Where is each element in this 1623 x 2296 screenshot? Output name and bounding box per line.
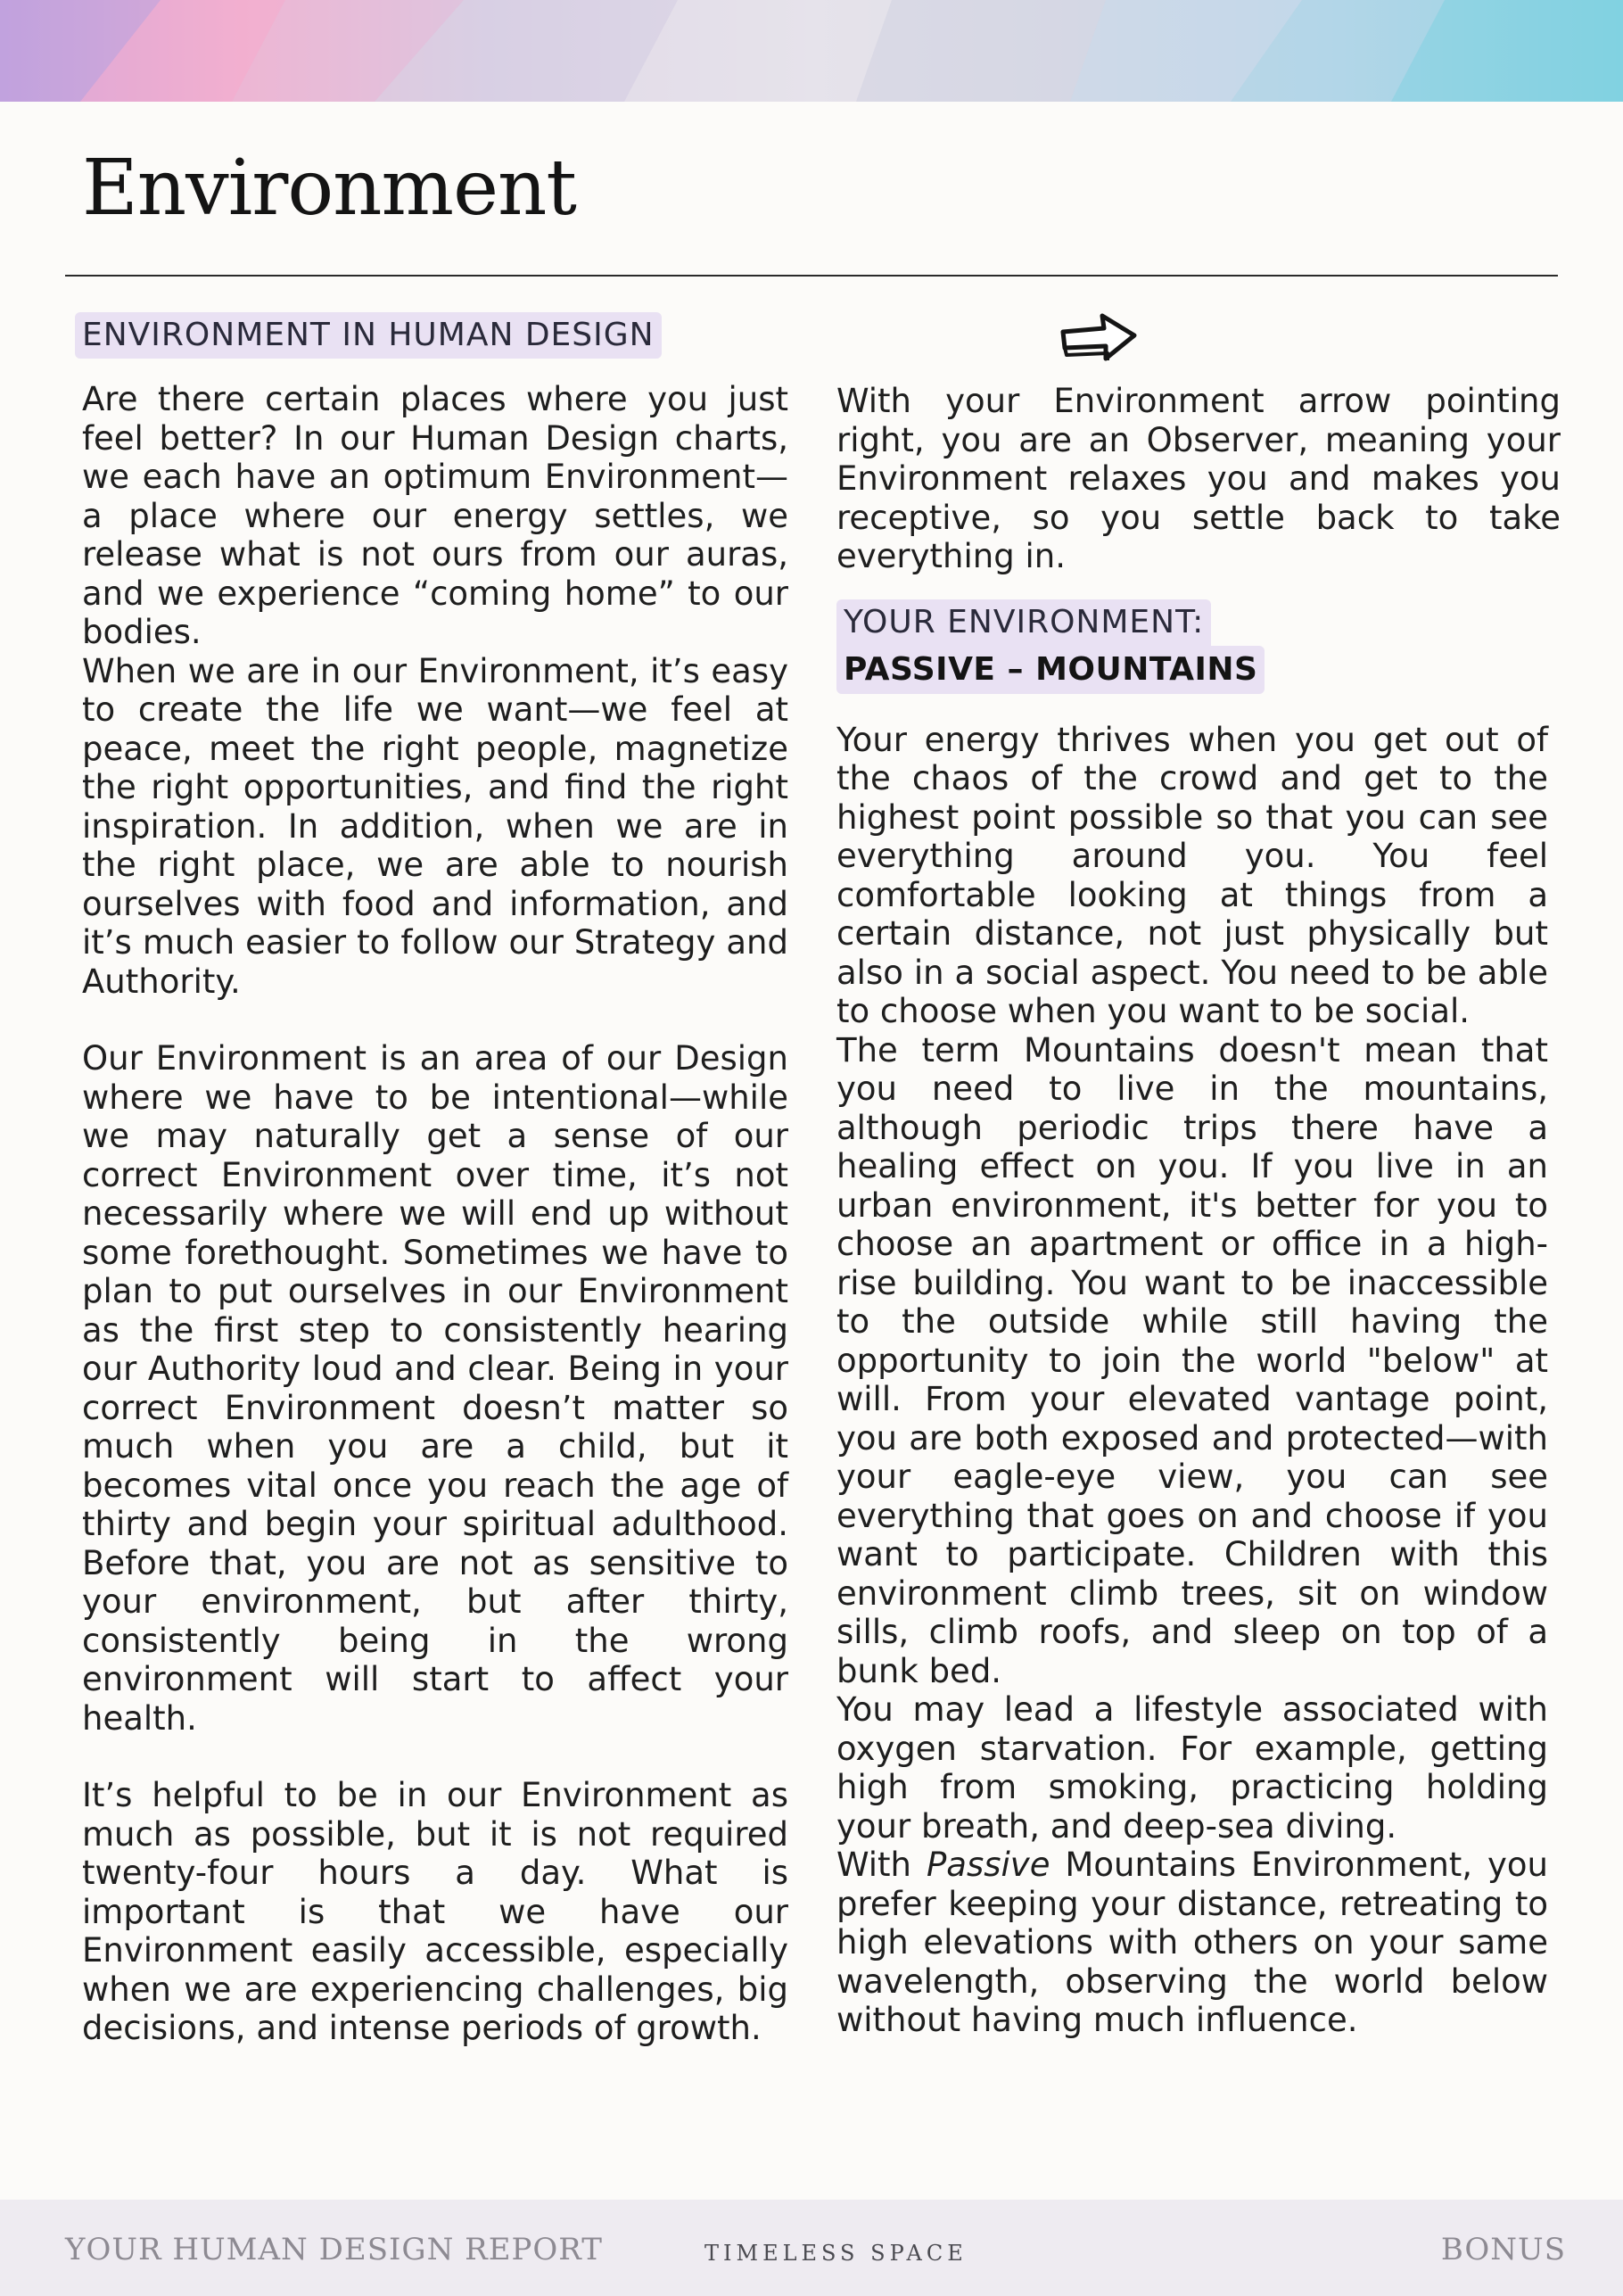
left-paragraph-3: Our Environment is an area of our Design where we have to be intentional—while we may naturally get a sense of our correct Environment over time, it’s not necessarily where we will end up without some forethought. Sometimes we have to plan to put ourselves in our Environment as the first step to consistently hearing our Authority loud and clear. Being in your correct Environment doesn’t matter so much when you are a child, but it becomes vital once you reach the age of thirty and begin your spiritual adulthood. Before that, you are not as sensitive to your environment, but after thirty, consistently being in the wrong environment will start to affect your health. — [82, 1039, 788, 1738]
title-divider — [65, 275, 1558, 277]
your-environment-heading — [836, 599, 1561, 694]
page-footer — [0, 2200, 1623, 2296]
footer-report-title: YOUR HUMAN DESIGN REPORT — [65, 2232, 603, 2267]
page-title: Environment — [82, 144, 576, 233]
right-intro-paragraph: With your Environment arrow pointing right, you are an Observer, meaning your Environment relaxes you and makes you receptive, so you settle back to take everything in. — [836, 382, 1561, 575]
right-paragraph-2: The term Mountains doesn't mean that you need to live in the mountains, although periodic trips there have a healing effect on you. If you live in an urban environment, it's better for you to choose an apartment or office in a high-rise building. You want to be inaccessible to the outside while still having the opportunity to join the world "below" at will. From your elevated vantage point, you are both exposed and protected—with your eagle-eye view, you can see everything that goes on and choose if you want to participate. Children with this environment climb trees, sit on window sills, climb roofs, and sleep on top of a bunk bed. — [836, 1030, 1548, 1690]
decorative-banner — [0, 0, 1623, 102]
right-paragraph-4 — [836, 1846, 1548, 2040]
left-paragraph-4: It’s helpful to be in our Environment as much as possible, but it is not required twenty-four hours a day. What is important is that we have our Environment easily accessible, especially when we are experiencing challenges, big decisions, and intense periods of growth. — [82, 1776, 788, 2047]
right-column — [836, 310, 1561, 2040]
p4-italic-word: Passive — [926, 1846, 1050, 1884]
your-environment-label: YOUR ENVIRONMENT: — [836, 599, 1211, 646]
left-paragraph-2: When we are in our Environment, it’s easy to create the life we want—we feel at peace, meet the right people, magnetize the right opportunities, and find the right inspiration. In addition, when we are in the right place, we are able to nourish ourselves with food and information, and it’s much easier to follow our Strategy and Authority. — [82, 651, 788, 1001]
footer-section-label: BONUS — [1440, 2232, 1566, 2267]
left-paragraph-1: Are there certain places where you just feel better? In our Human Design charts, we each have an optimum Environment—a place where our energy settles, we release what is not ours from our auras, and we experience “coming home” to our bodies. — [82, 380, 788, 651]
right-paragraph-3: You may lead a lifestyle associated with oxygen starvation. For example, getting high from smoking, practicing holding your breath, and deep-sea diving. — [836, 1690, 1548, 1846]
banner-geometric-pattern — [0, 0, 1623, 102]
p4-rest: Mountains Environment, you prefer keeping your distance, retreating to high elevations with others on your same wavelength, observing the world below without having much influence. — [836, 1846, 1548, 2039]
p4-prefix: With — [836, 1846, 927, 1884]
footer-brand: TIMELESS SPACE — [704, 2241, 968, 2266]
right-paragraph-1: Your energy thrives when you get out of the chaos of the crowd and get to the highest point possible so that you can see everything around you. You feel comfortable looking at things from a certain distance, not just physically but also in a social aspect. You need to be able to choose when you want to be social. — [836, 720, 1548, 1030]
left-column — [82, 312, 788, 2048]
environment-type-label: PASSIVE – MOUNTAINS — [836, 646, 1265, 694]
section-heading-environment: ENVIRONMENT IN HUMAN DESIGN — [75, 312, 662, 359]
